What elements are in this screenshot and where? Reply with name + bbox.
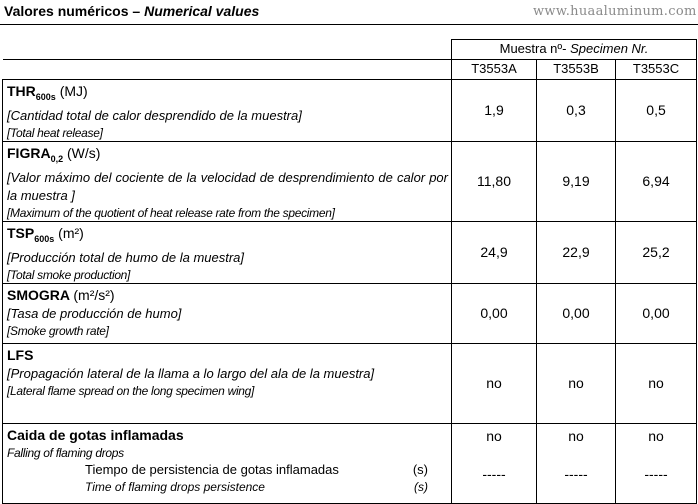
param-unit-thr: (MJ) [59,83,88,99]
header-row-specimens [3,60,697,80]
table-row-smogra [3,283,697,343]
param-sub-figra: 0,2 [50,153,64,164]
desc-cell-figra [3,141,452,221]
table-row-lfs [3,343,697,423]
param-name-thr: $THR_{600s}$ (MJ) [7,83,88,102]
value-figra-c: 6,94 [616,141,697,221]
param-en-thr: [Total heat release] [7,125,103,140]
param-sub-tsp: 600s [34,233,55,244]
value-drops-a: no ----- [452,423,537,503]
param-es-figra: [Valor máximo del cociente de la velocidad de desprendimiento de calor por la muestra ] [7,169,448,203]
title-es: Valores numéricos [4,3,129,19]
param-es-thr: [Cantidad total de calor desprendido de la muestra] [7,107,302,123]
persist-label-en: Time of flaming drops persistence (s) [85,479,428,494]
param-name-tsp: $TSP_{600s}$ (m²) [7,224,84,244]
value-tsp-b: 22,9 [537,221,616,283]
param-es-tsp: [Producción total de humo de la muestra] [7,249,245,265]
param-en-smogra: [Smoke growth rate] [7,323,109,338]
value-lfs-b: no [537,343,616,423]
desc-cell-drops [3,423,452,503]
param-name-drops: Caida de gotas inflamadas [7,426,184,443]
persist-label-es: Tiempo de persistencia de gotas inflamadas (s) [85,461,428,477]
value-smogra-c: 0,00 [616,283,697,343]
value-lfs-a: no [452,343,537,423]
param-en-figra: [Maximum of the quotient of heat release rate from the specimen] [7,205,335,220]
value-tsp-a: 24,9 [452,221,537,283]
specimen-header-en: Specimen Nr. [570,41,649,56]
specimen-header-c: T3553C [616,60,697,80]
header-empty-cell-2 [3,60,452,80]
desc-cell-tsp [3,221,452,283]
param-es-lfs: [Propagación lateral de la llama a lo largo del ala de la muestra] [7,365,375,381]
table-row-figra [3,141,697,221]
param-en-lfs: [Lateral flame spread on the long specimen wing] [7,383,255,398]
desc-cell-smogra [3,283,452,343]
specimen-header-b: T3553B [537,60,616,80]
param-unit-figra: (W/s) [66,144,101,161]
value-lfs-c: no [616,343,697,423]
param-name-lfs: LFS [7,346,34,363]
title-rule [0,24,698,25]
watermark: www.huaaluminum.com [533,4,697,19]
param-unit-tsp: (m²) [58,224,84,241]
param-en-tsp: [Total smoke production] [7,267,131,282]
table-row-flaming-drops [3,423,697,503]
value-tsp-c: 25,2 [616,221,697,283]
value-smogra-b: 0,00 [537,283,616,343]
param-name-smogra: SMOGRA (m²/s²) [7,286,115,303]
param-en-drops: Falling of flaming drops [7,445,124,460]
param-es-smogra: [Tasa de producción de humo] [7,305,182,321]
persist-unit-en: (s) [414,479,428,494]
persist-unit-es: (s) [412,461,428,477]
header-empty-cell [3,40,452,60]
value-thr-b: 0,3 [537,80,616,142]
param-name-figra: $FIGRA_{0,2}$ (W/s) [7,144,101,164]
param-unit-smogra: (m²/s²) [73,286,115,303]
specimen-group-header [452,40,697,60]
table-row-tsp [3,221,697,283]
results-table [2,39,697,504]
page-title [4,3,259,19]
title-en: Numerical values [144,3,260,19]
value-smogra-a: 0,00 [452,283,537,343]
specimen-header-a: T3553A [452,60,537,80]
desc-cell-thr [3,80,452,142]
desc-cell-lfs [3,343,452,423]
title-separator: – [132,3,141,19]
value-thr-c: 0,5 [616,80,697,142]
value-drops-b: no ----- [537,423,616,503]
param-sub-thr: 600s [35,91,56,102]
table-row-thr [3,80,697,142]
value-figra-a: 11,80 [452,141,537,221]
value-thr-a: 1,9 [452,80,537,142]
specimen-header-es: Muestra nº- [499,41,567,56]
value-figra-b: 9,19 [537,141,616,221]
value-drops-c: no ----- [616,423,697,503]
header-row-group [3,40,697,60]
